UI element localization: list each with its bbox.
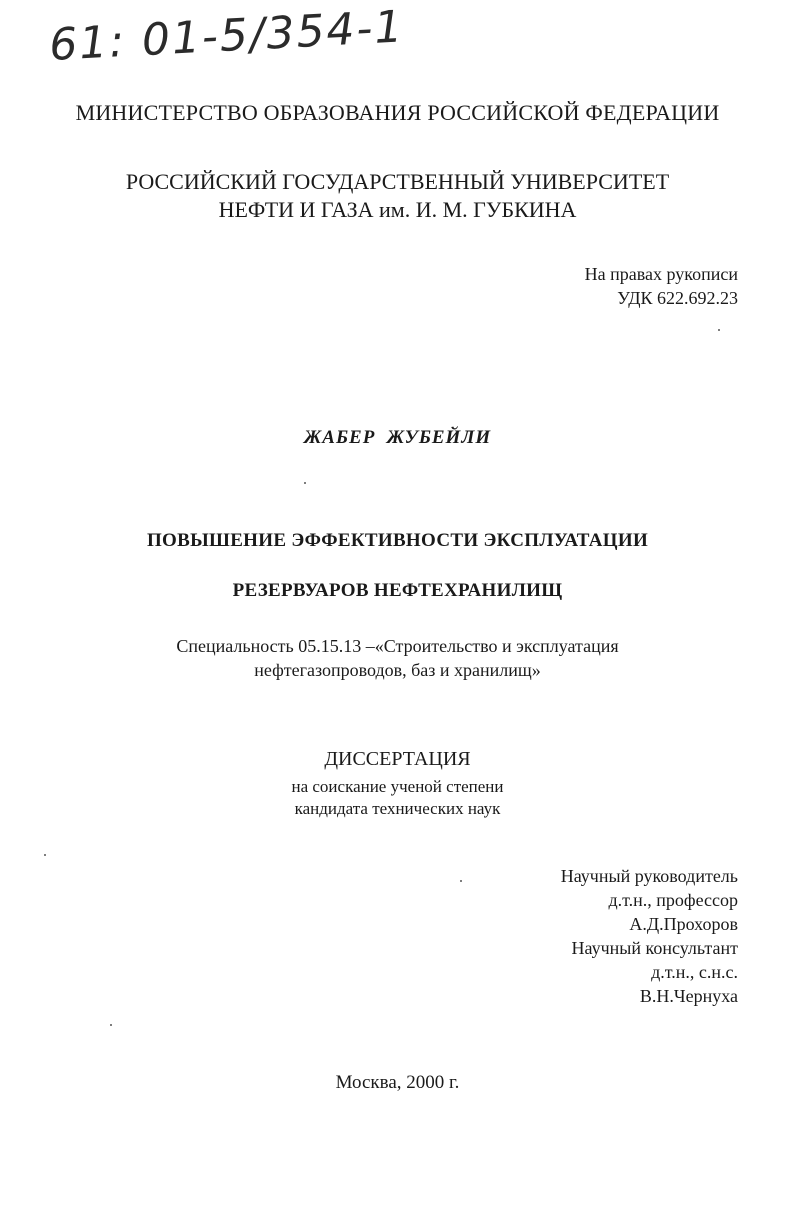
ministry-heading: МИНИСТЕРСТВО ОБРАЗОВАНИЯ РОССИЙСКОЙ ФЕДЕРАЦИИ: [75, 100, 720, 125]
handwritten-archive-code: 61: 01-5/354-1: [48, 1, 406, 71]
author-name: ЖАБЕР ЖУБЕЙЛИ: [303, 427, 492, 448]
document-type: ДИССЕРТАЦИЯ: [324, 748, 471, 770]
advisor-name: А.Д.Прохоров: [629, 914, 738, 934]
consultant-role: Научный консультант: [571, 938, 738, 958]
scan-speck: [110, 1024, 112, 1026]
scan-speck: [718, 329, 720, 331]
city-year: Москва, 2000 г.: [335, 1072, 460, 1093]
dissertation-title: [0, 516, 795, 616]
specialty-line-2: нефтегазопроводов, баз и хранилищ»: [254, 660, 541, 680]
scan-speck: [44, 854, 46, 856]
scan-speck: [460, 880, 462, 882]
manuscript-rights: [420, 262, 738, 310]
supervisors-block: [420, 864, 738, 1008]
degree-info: [0, 776, 795, 820]
specialty-line-1: Специальность 05.15.13 –«Строительство и эксплуатация: [176, 636, 619, 656]
advisor-degree: д.т.н., профессор: [608, 890, 738, 910]
consultant-name: В.Н.Чернуха: [639, 986, 738, 1006]
title-line-1: ПОВЫШЕНИЕ ЭФФЕКТИВНОСТИ ЭКСПЛУАТАЦИИ: [146, 530, 649, 551]
advisor-role: Научный руководитель: [560, 866, 738, 886]
specialty: [0, 634, 795, 682]
udc-code: УДК 622.692.23: [617, 288, 738, 308]
scan-speck: [304, 482, 306, 484]
degree-line-2: кандидата технических наук: [294, 799, 501, 818]
university-line-1: РОССИЙСКИЙ ГОСУДАРСТВЕННЫЙ УНИВЕРСИТЕТ: [125, 169, 670, 194]
university-line-2: НЕФТИ И ГАЗА им. И. М. ГУБКИНА: [218, 197, 577, 222]
university-name: [0, 168, 795, 224]
degree-line-1: на соискание ученой степени: [291, 777, 504, 796]
title-line-2: РЕЗЕРВУАРОВ НЕФТЕХРАНИЛИЩ: [232, 580, 563, 601]
consultant-degree: д.т.н., с.н.с.: [651, 962, 738, 982]
rights-label: На правах рукописи: [584, 264, 738, 284]
